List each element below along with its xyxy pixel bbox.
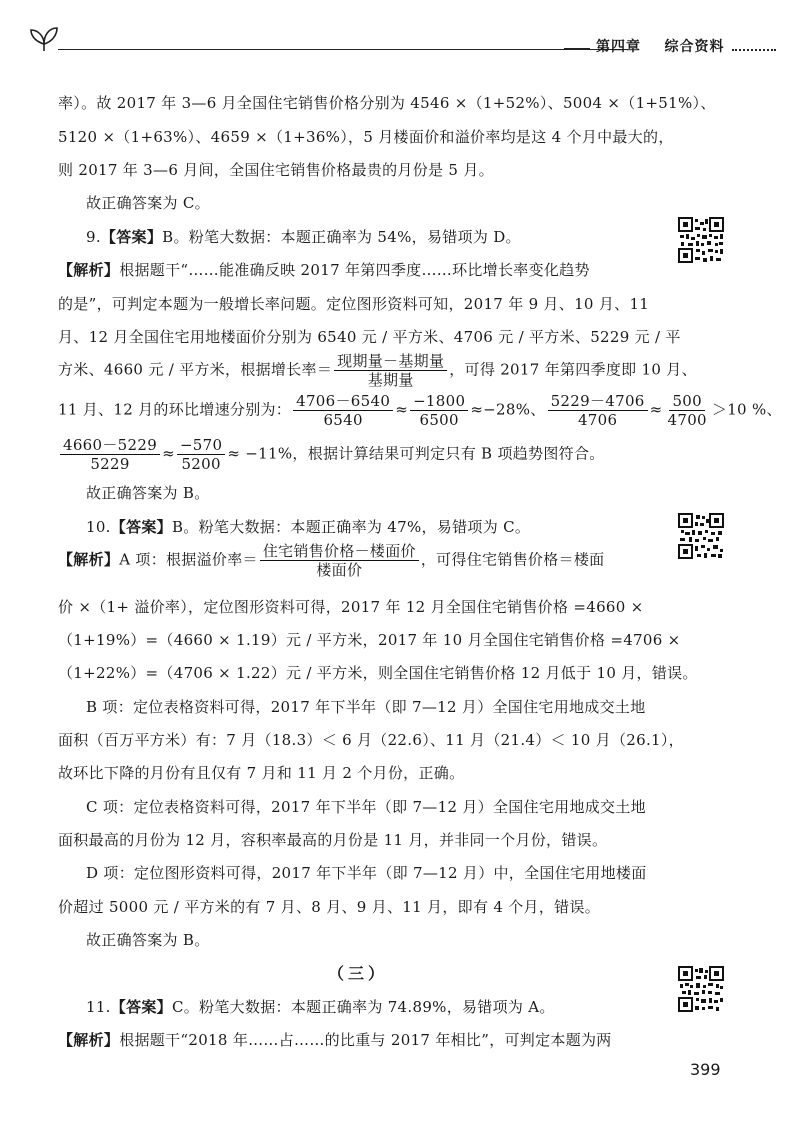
q9-answer (86, 227, 521, 247)
fraction-denominator: 6500 (419, 411, 459, 429)
q11-answer-tag: 【答案】 (110, 998, 172, 1016)
text-line: （1+22%）=（4706 × 1.22）元 / 平方米，则全国住宅销售价格 12 月低于 10 月，错误。 (58, 664, 698, 682)
answer-line: 故正确答案为 B。 (86, 484, 210, 502)
answer-line: 故正确答案为 C。 (86, 194, 210, 212)
q11-explanation-text: 根据题干“2018 年……占……的比重与 2017 年相比”，可判定本题为两 (119, 1031, 612, 1049)
answer-line: 故正确答案为 B。 (86, 931, 210, 949)
fraction (410, 392, 468, 429)
calc-result: ≈ −11%，根据计算结果可判定只有 B 项趋势图符合。 (227, 444, 605, 463)
fraction (60, 436, 160, 473)
fraction-numerator: −570 (177, 436, 225, 455)
q11-explanation-line (58, 1030, 612, 1050)
approx-sign: ≈ (395, 400, 409, 419)
fraction-denominator: 楼面价 (316, 561, 363, 579)
q9-explanation-tag: 【解析】 (58, 261, 120, 279)
q9-number: 9. (86, 228, 101, 246)
text-line: C 项：定位表格资料可得，2017 年下半年（即 7—12 月）全国住宅用地成交土地 (86, 798, 646, 816)
section-heading: （三） (328, 964, 389, 983)
fraction-numerator: 4660－5229 (60, 436, 160, 455)
text-line: （1+19%）=（4660 × 1.19）元 / 平方米，2017 年 10 月全国住宅销售价格 =4706 × (58, 631, 681, 649)
page-number: 399 (690, 1060, 721, 1079)
fraction-numerator: 现期量－基期量 (334, 352, 447, 371)
chapter-number: 第四章 (596, 39, 641, 55)
growth-rate-fraction (334, 352, 447, 389)
q11-explanation-tag: 【解析】 (58, 1031, 120, 1049)
fraction-denominator: 4700 (667, 411, 707, 429)
premium-rate-fraction (260, 542, 419, 579)
fraction-denominator: 5200 (181, 455, 221, 473)
text-line: 5120 ×（1+63%）、4659 ×（1+36%），5 月楼面价和溢价率均是这 4 个月中最大的， (58, 128, 674, 146)
leaf-icon (28, 22, 60, 52)
q11-answer-text: C。粉笔大数据：本题正确率为 74.89%，易错项为 A。 (171, 998, 555, 1016)
q10-explanation-line (58, 542, 604, 579)
fraction-denominator: 5229 (90, 455, 130, 473)
text-line: 价超过 5000 元 / 平方米的有 7 月、8 月、9 月、11 月，即有 4 个月，错误。 (58, 898, 601, 916)
fraction-numerator: 500 (669, 392, 705, 411)
approx-sign: ≈ (162, 444, 175, 463)
fraction-denominator: 6540 (323, 411, 363, 429)
fraction-numerator: 住宅销售价格－楼面价 (260, 542, 419, 561)
text-line: B 项：定位表格资料可得，2017 年下半年（即 7—12 月）全国住宅用地成交土地 (86, 698, 646, 716)
text-line: 的是”，可判定本题为一般增长率问题。定位图形资料可知，2017 年 9 月、10 月、11 (58, 295, 650, 313)
q10-number: 10. (86, 518, 111, 536)
formula-prefix: 方米、4660 元 / 平方米，根据增长率＝ (58, 360, 333, 379)
qr-code-icon[interactable] (678, 217, 724, 263)
calc-line-1 (58, 392, 782, 429)
q9-explanation-text: 根据题干“……能准确反映 2017 年第四季度……环比增长率变化趋势 (119, 261, 590, 279)
formula-suffix: ，可得住宅销售价格＝楼面 (420, 550, 605, 569)
text-line: 面积最高的月份为 12 月，容积率最高的月份是 11 月，并非同一个月份，错误。 (58, 831, 608, 849)
q9-answer-tag: 【答案】 (100, 228, 163, 246)
q11-number: 11. (86, 998, 111, 1016)
q11-answer (86, 997, 555, 1017)
header-rule (58, 49, 628, 50)
chapter-heading (596, 36, 725, 56)
formula-prefix: A 项：根据溢价率＝ (119, 550, 258, 569)
text-line: 月、12 月全国住宅用地楼面价分别为 6540 元 / 平方米、4706 元 / 平方米、5229 元 / 平 (58, 328, 681, 346)
fraction-numerator: 5229－4706 (548, 392, 648, 411)
q10-answer-tag: 【答案】 (110, 518, 172, 536)
growth-formula-line (58, 352, 697, 389)
q9-explanation-line (58, 260, 590, 280)
fraction-numerator: −1800 (410, 392, 468, 411)
text-line: D 项：定位图形资料可得，2017 年下半年（即 7—12 月）中，全国住宅用地楼面 (86, 864, 647, 882)
q9-answer-text: B。粉笔大数据：本题正确率为 54%，易错项为 D。 (162, 228, 521, 246)
qr-code-icon[interactable] (678, 966, 724, 1012)
header-dots (732, 49, 776, 51)
text-line: 面积（百万平方米）有：7 月（18.3）＜ 6 月（22.6）、11 月（21.4）＜ 10 月（26.1）， (58, 731, 684, 749)
calc-result: ＞10 %、 (711, 400, 782, 419)
q10-answer (86, 517, 530, 537)
chapter-title: 综合资料 (664, 39, 725, 55)
approx-sign: ≈ (649, 400, 663, 419)
text-line: 价 ×（1+ 溢价率），定位图形资料可得，2017 年 12 月全国住宅销售价格 =4660 × (58, 598, 644, 616)
fraction-denominator: 基期量 (367, 371, 414, 389)
fraction (293, 392, 393, 429)
header-dash (564, 48, 590, 50)
qr-code-icon[interactable] (678, 513, 724, 559)
text-line: 故环比下降的月份有且仅有 7 月和 11 月 2 个月份，正确。 (58, 764, 465, 782)
calc-result: ≈−28%、 (470, 400, 546, 419)
fraction (665, 392, 710, 429)
formula-suffix: ，可得 2017 年第四季度即 10 月、 (449, 360, 697, 379)
q10-explanation-tag: 【解析】 (58, 550, 120, 569)
fraction-denominator: 4706 (577, 411, 618, 429)
page-header (28, 22, 780, 70)
calc-line-2 (58, 436, 605, 473)
text-line: 则 2017 年 3—6 月间，全国住宅销售价格最贵的月份是 5 月。 (58, 161, 494, 179)
q10-answer-text: B。粉笔大数据：本题正确率为 47%，易错项为 C。 (171, 518, 531, 536)
fraction (548, 392, 648, 429)
calc-prefix: 11 月、12 月的环比增速分别为： (58, 400, 292, 419)
fraction-numerator: 4706－6540 (293, 392, 393, 411)
text-line: 率）。故 2017 年 3—6 月全国住宅销售价格分别为 4546 ×（1+52%）、5004 ×（1+51%）、 (58, 94, 716, 112)
fraction (177, 436, 225, 473)
